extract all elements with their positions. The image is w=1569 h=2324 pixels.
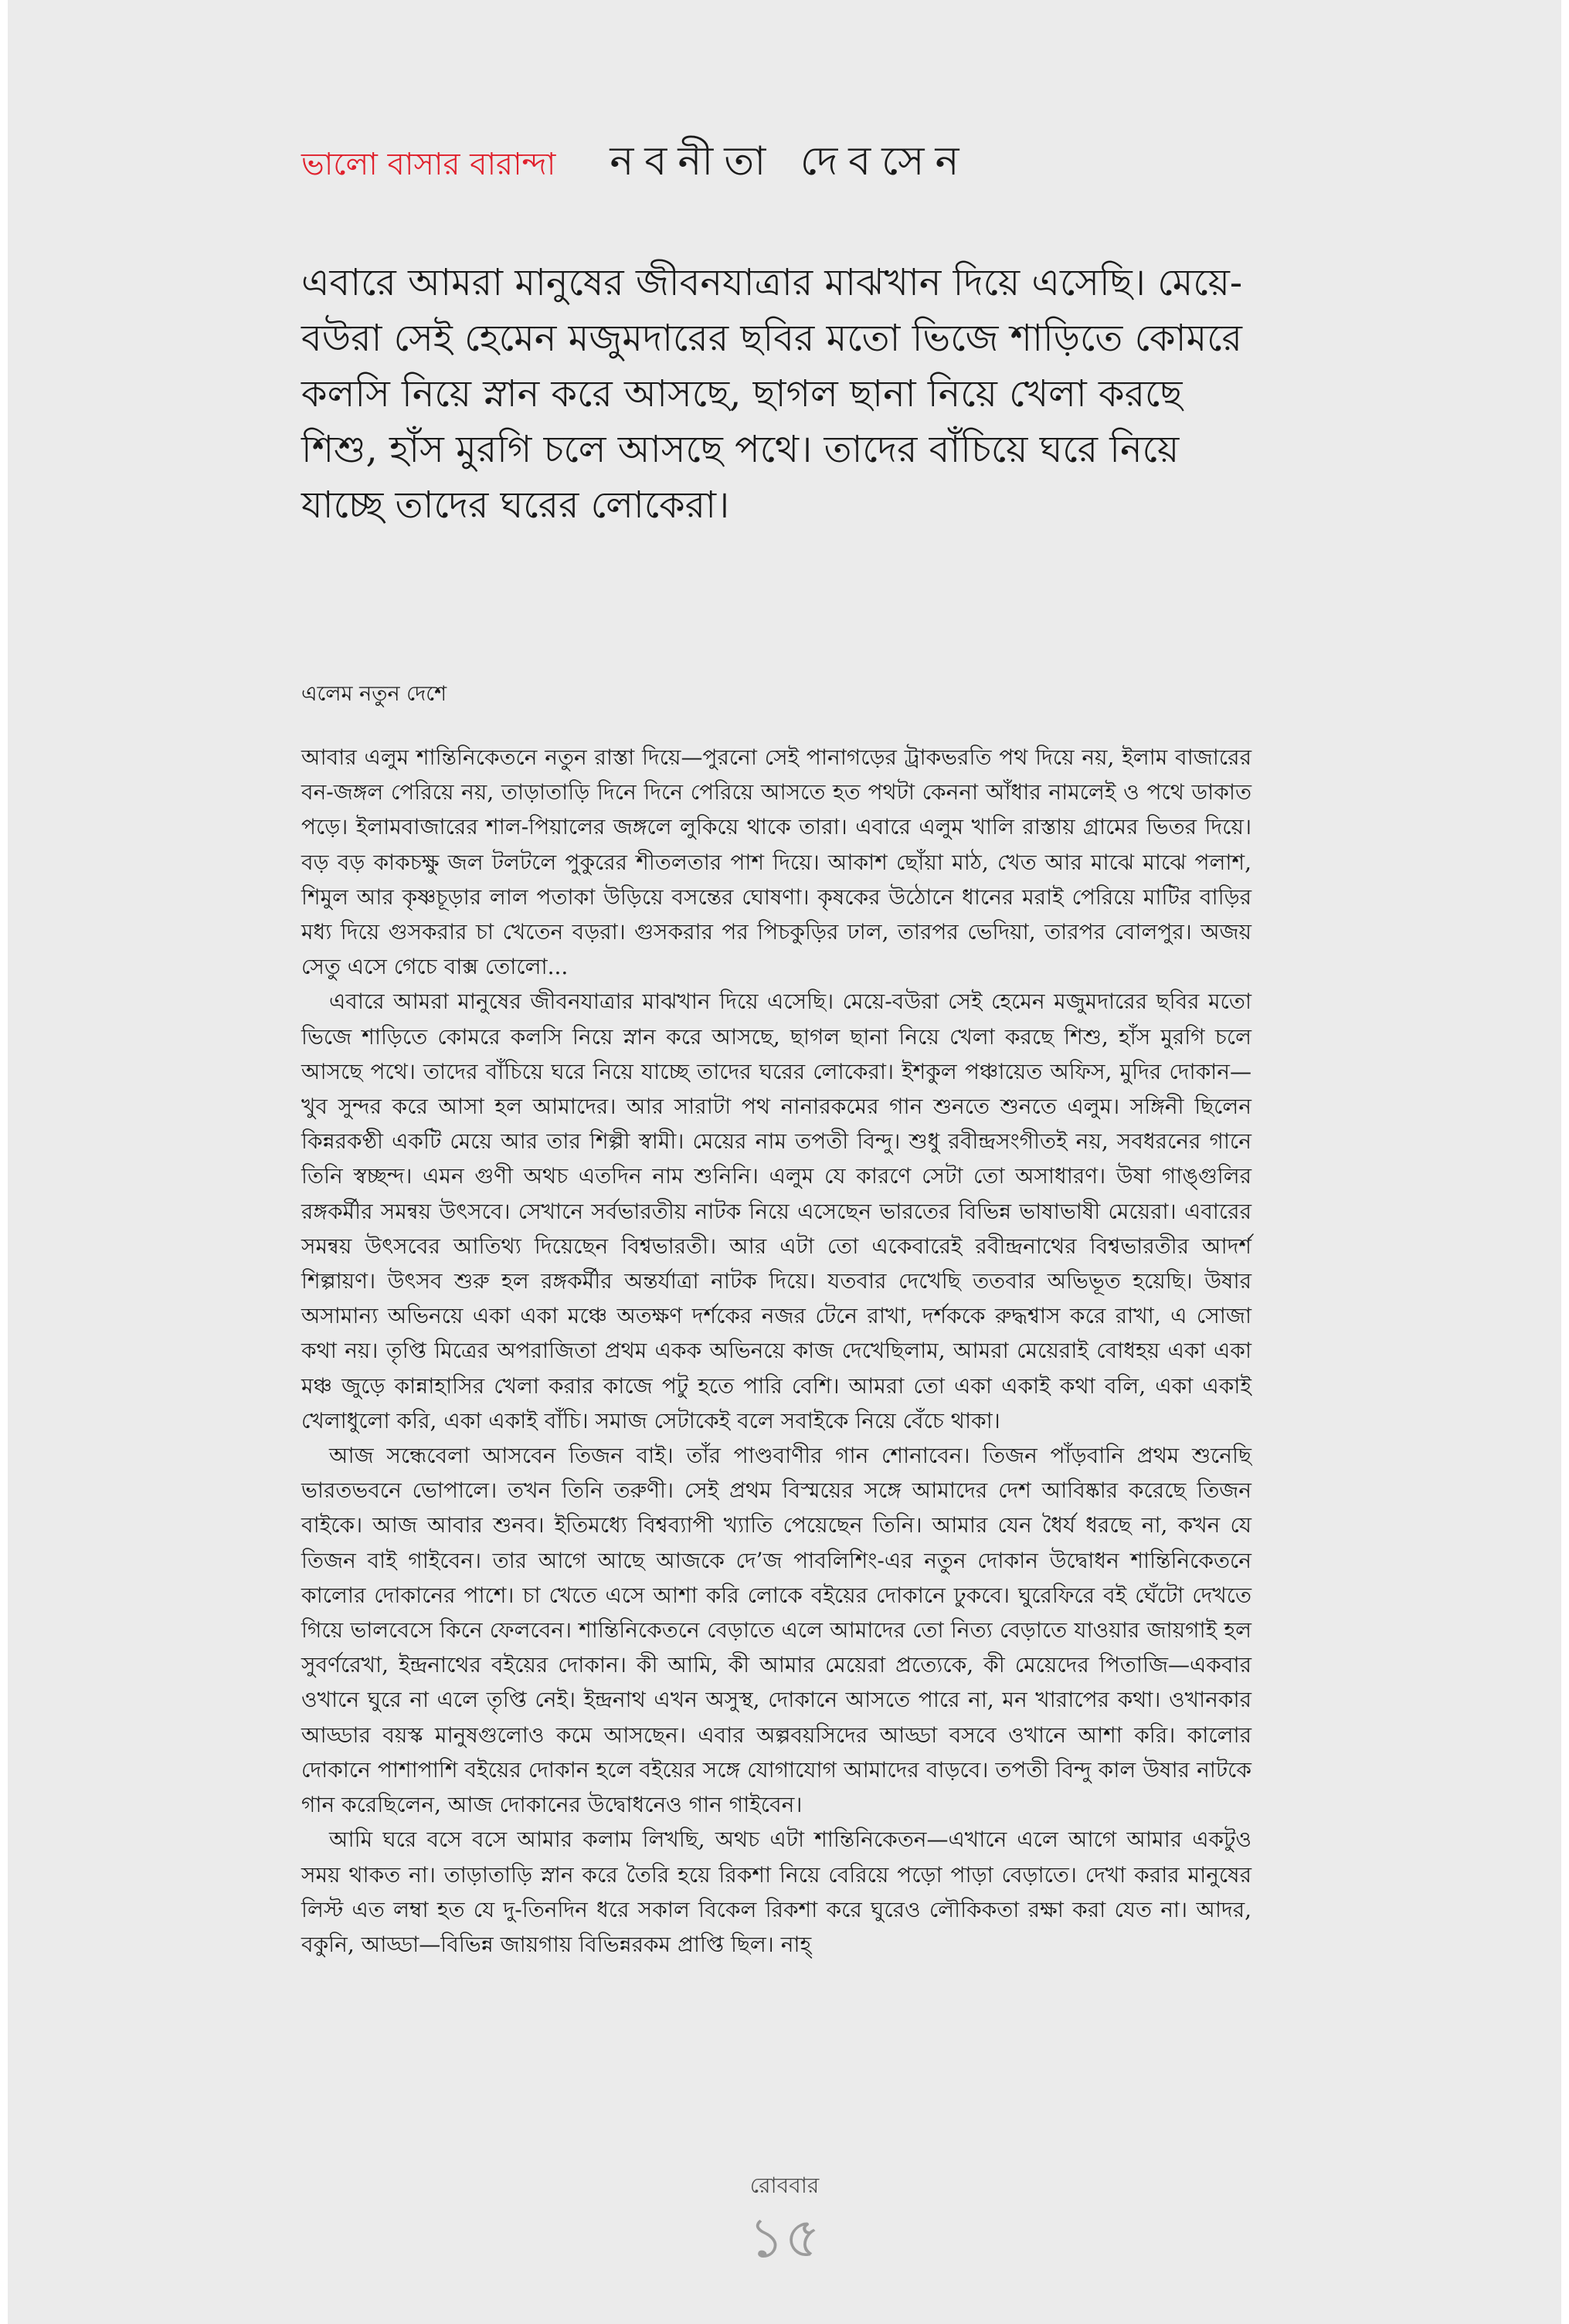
author-name: নবনীতা দেবসেন: [610, 138, 970, 185]
pull-quote: এবারে আমরা মানুষের জীবনযাত্রার মাঝখান দিয়ে এসেছি। মেয়ে-বউরা সেই হেমেন মজুমদারের ছবির মতো ভিজে শাড়িতে কোমরে কলসি নিয়ে স্নান করে আসছে, ছাগল ছানা নিয়ে খেলা করছে শিশু, হাঁস মুরগি চলে আসছে পথে। তাদের বাঁচিয়ে ঘরে নিয়ে যাচ্ছে তাদের ঘরের লোকেরা।: [301, 261, 1243, 527]
article-paragraph: এবারে আমরা মানুষের জীবনযাত্রার মাঝখান দিয়ে এসেছি। মেয়ে-বউরা সেই হেমেন মজুমদারের ছবির মতো ভিজে শাড়িতে কোমরে কলসি নিয়ে স্নান করে আসছে, ছাগল ছানা নিয়ে খেলা করছে শিশু, হাঁস মুরগি চলে আসছে পথে। তাদের বাঁচিয়ে ঘরে নিয়ে যাচ্ছে তাদের ঘরের লোকেরা। ইশকুল পঞ্চায়েত অফিস, মুদির দোকান—খুব সুন্দর করে আসা হল আমাদের। আর সারাটা পথ নানারকমের গান শুনতে শুনতে এলুম। সঙ্গিনী ছিলেন কিন্নরকণ্ঠী একটি মেয়ে আর তার শিল্পী স্বামী। মেয়ের নাম তপতী বিন্দু। শুধু রবীন্দ্রসংগীতই নয়, সবধরনের গানে তিনি স্বচ্ছন্দ। এমন গুণী অথচ এতদিন নাম শুনিনি। এলুম যে কারণে সেটা তো অসাধারণ। উষা গাঙ্গুলির রঙ্গকর্মীর সমন্বয় উৎসবে। সেখানে সর্বভারতীয় নাটক নিয়ে এসেছেন ভারতের বিভিন্ন ভাষাভাষী মেয়েরা। এবারের সমন্বয় উৎসবের আতিথ্য দিয়েছেন বিশ্বভারতী। আর এটা তো একেবারেই রবীন্দ্রনাথের বিশ্বভারতীর আদর্শ শিল্পায়ণ। উৎসব শুরু হল রঙ্গকর্মীর অন্তর্যাত্রা নাটক দিয়ে। যতবার দেখেছি ততবার অভিভূত হয়েছি। উষার অসামান্য অভিনয়ে একা একা মঞ্চে অতক্ষণ দর্শকের নজর টেনে রাখা, দর্শককে রুদ্ধশ্বাস করে রাখা, এ সোজা কথা নয়। তৃপ্তি মিত্রের অপরাজিতা প্রথম একক অভিনয়ে কাজ দেখেছিলাম, আমরা মেয়েরাই বোধহয় একা একা মঞ্চ জুড়ে কান্নাহাসির খেলা করার কাজে পটু হতে পারি বেশি। আমরা তো একা একাই কথা বলি, একা একাই খেলাধুলো করি, একা একাই বাঁচি। সমাজ সেটাকেই বলে সবাইকে নিয়ে বেঁচে থাকা।: [301, 989, 1251, 1433]
page-footer: [8, 2169, 1561, 2268]
article-paragraph: আমি ঘরে বসে বসে আমার কলাম লিখছি, অথচ এটা শান্তিনিকেতন—এখানে এলে আগে আমার একটুও সময় থাকত না। তাড়াতাড়ি স্নান করে তৈরি হয়ে রিকশা নিয়ে বেরিয়ে পড়ো পাড়া বেড়াতে। দেখা করার মানুষের লিস্ট এত লম্বা হত যে দু-তিনদিন ধরে সকাল বিকেল রিকশা করে ঘুরেও লৌকিকতা রক্ষা করা যেত না। আদর, বকুনি, আড্ডা—বিভিন্ন জায়গায় বিভিন্নরকম প্রাপ্তি ছিল। নাহ্: [301, 1827, 1251, 1957]
magazine-page: [8, 0, 1561, 2324]
section-title: এলেম নতুন দেশে: [301, 682, 447, 706]
magazine-name: রোববার: [749, 2173, 820, 2198]
article-paragraph: আবার এলুম শান্তিনিকেতনে নতুন রাস্তা দিয়ে—পুরনো সেই পানাগড়ের ট্রাকভরতি পথ দিয়ে নয়, ইলাম বাজারের বন-জঙ্গল পেরিয়ে নয়, তাড়াতাড়ি দিনে দিনে পেরিয়ে আসতে হত পথটা কেননা আঁধার নামলেই ও পথে ডাকাত পড়ে। ইলামবাজারের শাল-পিয়ালের জঙ্গলে লুকিয়ে থাকে তারা। এবারে এলুম খালি রাস্তায় গ্রামের ভিতর দিয়ে। বড় বড় কাকচক্ষু জল টলটলে পুকুরের শীতলতার পাশ দিয়ে। আকাশ ছোঁয়া মাঠ, খেত আর মাঝে মাঝে পলাশ, শিমুল আর কৃষ্ণচূড়ার লাল পতাকা উড়িয়ে বসন্তের ঘোষণা। কৃষকের উঠোনে ধানের মরাই পেরিয়ে মাটির বাড়ির মধ্য দিয়ে গুসকরার চা খেতেন বড়রা। গুসকরার পর পিচকুড়ির ঢাল, তারপর ভেদিয়া, তারপর বোলপুর। অজয় সেতু এসে গেচে বাক্স তোলো...: [301, 745, 1251, 980]
column-title: ভালো বাসার বারান্দা: [301, 147, 556, 182]
article-body: [301, 740, 1251, 1962]
page-number: ১৫: [748, 2205, 821, 2270]
column-header: [301, 130, 970, 197]
article-paragraph: আজ সন্ধেবেলা আসবেন তিজন বাই। তাঁর পাণ্ডবাণীর গান শোনাবেন। তিজন পাঁড়বানি প্রথম শুনেছি ভারতভবনে ভোপালে। তখন তিনি তরুণী। সেই প্রথম বিস্ময়ের সঙ্গে আমাদের দেশ আবিষ্কার করেছে তিজন বাইকে। আজ আবার শুনব। ইতিমধ্যে বিশ্বব্যাপী খ্যাতি পেয়েছেন তিনি। আমার যেন ধৈর্য ধরছে না, কখন যে তিজন বাই গাইবেন। তার আগে আছে আজকে দে’জ পাবলিশিং-এর নতুন দোকান উদ্বোধন শান্তিনিকেতনে কালোর দোকানের পাশে। চা খেতে এসে আশা করি লোকে বইয়ের দোকানে ঢুকবে। ঘুরেফিরে বই ঘেঁটো দেখতে গিয়ে ভালবেসে কিনে ফেলবেন। শান্তিনিকেতনে বেড়াতে এলে আমাদের তো নিত্য বেড়াতে যাওয়ার জায়গাই হল সুবর্ণরেখা, ইন্দ্রনাথের বইয়ের দোকান। কী আমি, কী আমার মেয়েরা প্রত্যেকে, কী মেয়েদের পিতাজি—একবার ওখানে ঘুরে না এলে তৃপ্তি নেই। ইন্দ্রনাথ এখন অসুস্থ, দোকানে আসতে পারে না, মন খারাপের কথা। ওখানকার আড্ডার বয়স্ক মানুষগুলোও কমে আসছেন। এবার অল্পবয়সিদের আড্ডা বসবে ওখানে আশা করি। কালোর দোকানে পাশাপাশি বইয়ের দোকান হলে বইয়ের সঙ্গে যোগাযোগ আমাদের বাড়বে। তপতী বিন্দু কাল উষার নাটকে গান করেছিলেন, আজ দোকানের উদ্বোধনেও গান গাইবেন।: [301, 1443, 1251, 1818]
